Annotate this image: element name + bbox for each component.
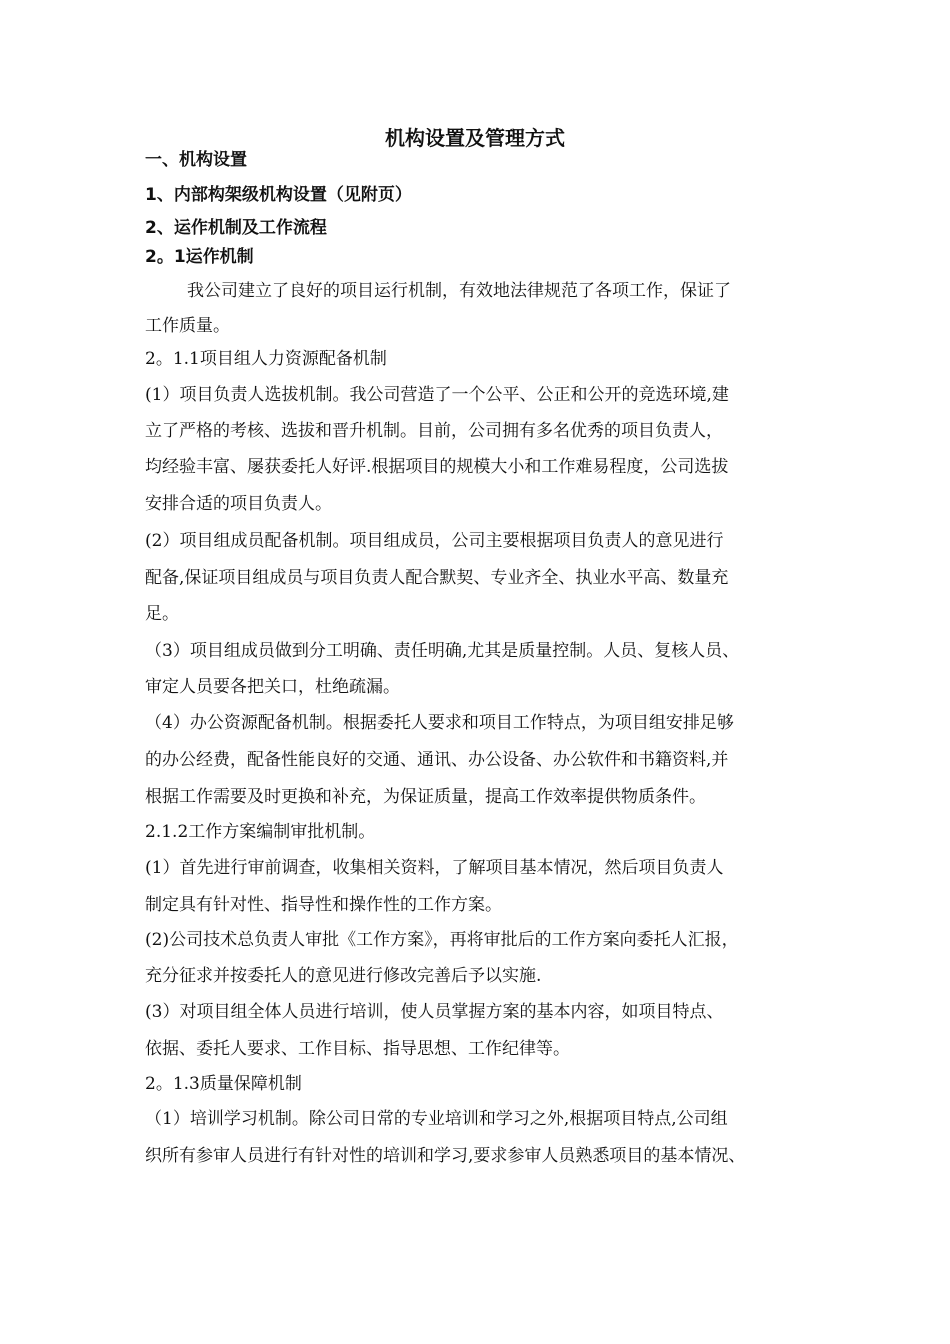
document-title: 机构设置及管理方式: [385, 126, 565, 150]
subsection-heading: 2。1运作机制: [145, 247, 254, 267]
paragraph-line: 安排合适的项目负责人。: [145, 494, 332, 514]
paragraph-line: (2)公司技术总负责人审批《工作方案》，再将审批后的工作方案向委托人汇报，: [145, 930, 739, 950]
paragraph-line: 织所有参审人员进行有针对性的培训和学习,要求参审人员熟悉项目的基本情况、: [145, 1146, 746, 1166]
subsection-heading: 2、运作机制及工作流程: [145, 218, 327, 238]
paragraph-line: （4）办公资源配备机制。根据委托人要求和项目工作特点，为项目组安排足够: [145, 713, 734, 733]
paragraph-line: 的办公经费，配备性能良好的交通、通讯、办公设备、办公软件和书籍资料,并: [145, 750, 729, 770]
paragraph-line: 均经验丰富、屡获委托人好评.根据项目的规模大小和工作难易程度，公司选拔: [145, 457, 729, 477]
paragraph-line: 充分征求并按委托人的意见进行修改完善后予以实施.: [145, 966, 542, 986]
paragraph-line: 足。: [145, 604, 179, 624]
paragraph-line: (1）首先进行审前调查，收集相关资料，了解项目基本情况，然后项目负责人: [145, 858, 724, 878]
subsection-heading: 2。1.3质量保障机制: [145, 1074, 302, 1094]
paragraph-line: 我公司建立了良好的项目运行机制，有效地法律规范了各项工作，保证了: [187, 281, 731, 301]
section-heading: 一、机构设置: [145, 150, 247, 170]
paragraph-line: 立了严格的考核、选拔和晋升机制。目前，公司拥有多名优秀的项目负责人，: [145, 421, 723, 441]
paragraph-line: （1）培训学习机制。除公司日常的专业培训和学习之外,根据项目特点,公司组: [145, 1109, 728, 1129]
paragraph-line: 配备,保证项目组成员与项目负责人配合默契、专业齐全、执业水平高、数量充: [145, 568, 729, 588]
paragraph-line: 工作质量。: [145, 316, 230, 336]
subsection-heading: 2.1.2工作方案编制审批机制。: [145, 822, 376, 842]
paragraph-line: (2）项目组成员配备机制。项目组成员，公司主要根据项目负责人的意见进行: [145, 531, 724, 551]
paragraph-line: 根据工作需要及时更换和补充，为保证质量，提高工作效率提供物质条件。: [145, 787, 706, 807]
paragraph-line: 制定具有针对性、指导性和操作性的工作方案。: [145, 895, 502, 915]
paragraph-line: 审定人员要各把关口，杜绝疏漏。: [145, 677, 400, 697]
paragraph-line: (3）对项目组全体人员进行培训，使人员掌握方案的基本内容，如项目特点、: [145, 1002, 724, 1022]
subsection-heading: 1、内部构架级机构设置（见附页）: [145, 185, 412, 205]
paragraph-line: 依据、委托人要求、工作目标、指导思想、工作纪律等。: [145, 1039, 570, 1059]
paragraph-line: (1）项目负责人选拔机制。我公司营造了一个公平、公正和公开的竞选环境,建: [145, 385, 729, 405]
subsection-heading: 2。1.1项目组人力资源配备机制: [145, 349, 387, 369]
paragraph-line: （3）项目组成员做到分工明确、责任明确,尤其是质量控制。人员、复核人员、: [145, 641, 740, 661]
